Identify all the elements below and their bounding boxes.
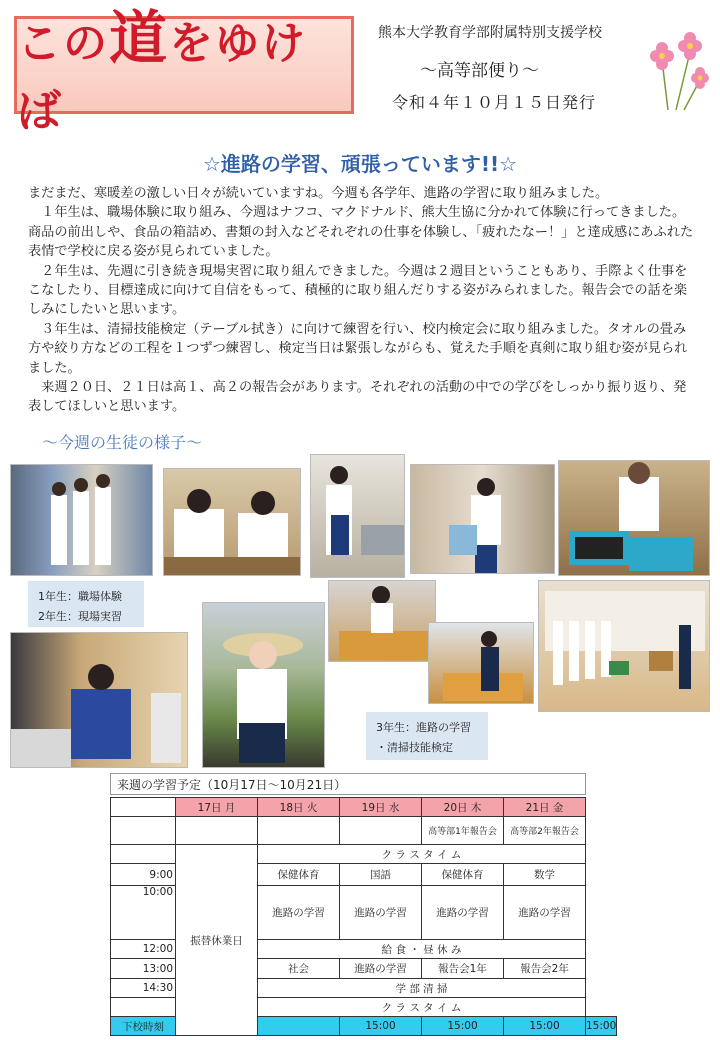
time-label: 14:30: [111, 979, 176, 998]
holiday-cell: 振替休業日: [176, 845, 258, 1036]
event-cell: [340, 817, 422, 845]
subject-cell: 進路の学習: [504, 886, 586, 940]
photo-sorting-boxes: [558, 460, 710, 576]
subject-cell: 社会: [258, 959, 340, 979]
time-label: 12:00: [111, 940, 176, 959]
photo-field-work: [202, 602, 325, 768]
subject-cell: 進路の学習: [258, 886, 340, 940]
paragraph: １年生は、職場体験に取り組み、今週はナフコ、マクドナルド、熊大生協に分かれて体験に行ってきました。商品の前出しや、食品の箱詰め、書類の封入などそれぞれの仕事を体験し、「疲れたなー！」と達成感にあふれた表情で学校に戻る姿が見られていました。: [28, 205, 694, 260]
subject-cell: 報告会2年: [504, 959, 586, 979]
class-time-cell: ク ラ ス タ イ ム: [258, 845, 586, 864]
article-body: [28, 184, 694, 417]
time-label: 13:00: [111, 959, 176, 979]
photo-caption-year3: [366, 712, 488, 760]
dismissal-time: 15:00: [422, 1017, 504, 1036]
photo-desk-work: [163, 468, 301, 576]
newsletter-title: この道をゆけば: [17, 4, 308, 137]
photo-kitchen-work: [310, 454, 405, 578]
event-cell: 高等部2年報告会: [504, 817, 586, 845]
section-title: ～今週の生徒の様子～: [42, 433, 203, 452]
time-label: 10:00: [111, 886, 176, 940]
cleaning-cell: 学 部 清 掃: [258, 979, 586, 998]
subject-cell: 進路の学習: [340, 886, 422, 940]
newsletter-subtitle: ～高等部便り～: [420, 61, 539, 81]
photo-store-shelves: [10, 464, 153, 576]
photo-table-wiping-2: [428, 622, 534, 704]
photo-packing-work: [410, 464, 555, 574]
photo-table-wiping-1: [328, 580, 436, 662]
dismissal-time: 15:00: [504, 1017, 586, 1036]
subject-cell: 進路の学習: [340, 959, 422, 979]
event-cell: [176, 817, 258, 845]
weekly-schedule-table: [110, 797, 617, 1036]
day-header: 20日 木: [422, 798, 504, 817]
subject-cell: 保健体育: [258, 864, 340, 886]
photo-skills-test: [538, 580, 710, 712]
subject-cell: 報告会1年: [422, 959, 504, 979]
cosmos-flower-illustration: [640, 30, 710, 114]
caption-line: 1年生：職場体験: [38, 590, 122, 603]
day-header: 17日 月: [176, 798, 258, 817]
newsletter-title-box: [14, 4, 354, 137]
photo-caption-year1-2: [28, 581, 144, 627]
subject-cell: 数学: [504, 864, 586, 886]
subject-cell: 進路の学習: [422, 886, 504, 940]
class-time-cell: ク ラ ス タ イ ム: [258, 998, 586, 1017]
lunch-cell: 給 食 ・ 昼 休 み: [258, 940, 586, 959]
issue-date: 令和４年１０月１５日発行: [392, 93, 597, 112]
caption-line: 3年生：進路の学習: [376, 721, 471, 734]
dismissal-time: 15:00: [340, 1017, 422, 1036]
article-headline: ☆進路の学習、頑張っています!!☆: [202, 152, 518, 176]
caption-line: ・清掃技能検定: [376, 741, 453, 754]
subject-cell: 国語: [340, 864, 422, 886]
paragraph: ３年生は、清掃技能検定（テーブル拭き）に向けて練習を行い、校内検定会に取り組みました。タオルの畳み方や絞り方などの工程を１つずつ練習し、検定当日は緊張しながらも、覚えた手順を真剣に取り組む姿が見られました。: [28, 321, 688, 376]
paragraph: 来週２０日、２１日は高１、高２の報告会があります。それぞれの活動の中での学びをしっかり振り返り、発表してほしいと思います。: [28, 380, 687, 415]
paragraph: ２年生は、先週に引き続き現場実習に取り組んできました。今週は２週目ということもあり、手際よく仕事をこなしたり、目標達成に向けて自信をもって、積極的に取り組んだりする姿がみられました。報告会での話を楽しみにしたいと思います。: [28, 263, 688, 318]
photo-cashier-work: [10, 632, 188, 768]
table-cell: [258, 1017, 340, 1036]
table-cell: [111, 817, 176, 845]
dismissal-label: 下校時刻: [111, 1017, 176, 1036]
table-cell: [111, 845, 176, 864]
day-header: 18日 火: [258, 798, 340, 817]
subject-cell: 保健体育: [422, 864, 504, 886]
paragraph: まだまだ、寒暖差の激しい日々が続いていますね。今週も各学年、進路の学習に取り組みました。: [28, 186, 609, 201]
table-row: [111, 798, 617, 817]
day-header: 19日 水: [340, 798, 422, 817]
day-header: 21日 金: [504, 798, 586, 817]
schedule-title: 来週の学習予定（10月17日～10月21日）: [110, 773, 586, 795]
event-cell: 高等部1年報告会: [422, 817, 504, 845]
table-cell: [111, 798, 176, 817]
time-label: 9:00: [111, 864, 176, 886]
table-cell: [111, 998, 176, 1017]
dismissal-time: 15:00: [586, 1017, 617, 1036]
event-cell: [258, 817, 340, 845]
caption-line: 2年生：現場実習: [38, 610, 122, 623]
school-name: 熊本大学教育学部附属特別支援学校: [378, 25, 602, 41]
table-row: [111, 845, 617, 864]
table-row: [111, 817, 617, 845]
